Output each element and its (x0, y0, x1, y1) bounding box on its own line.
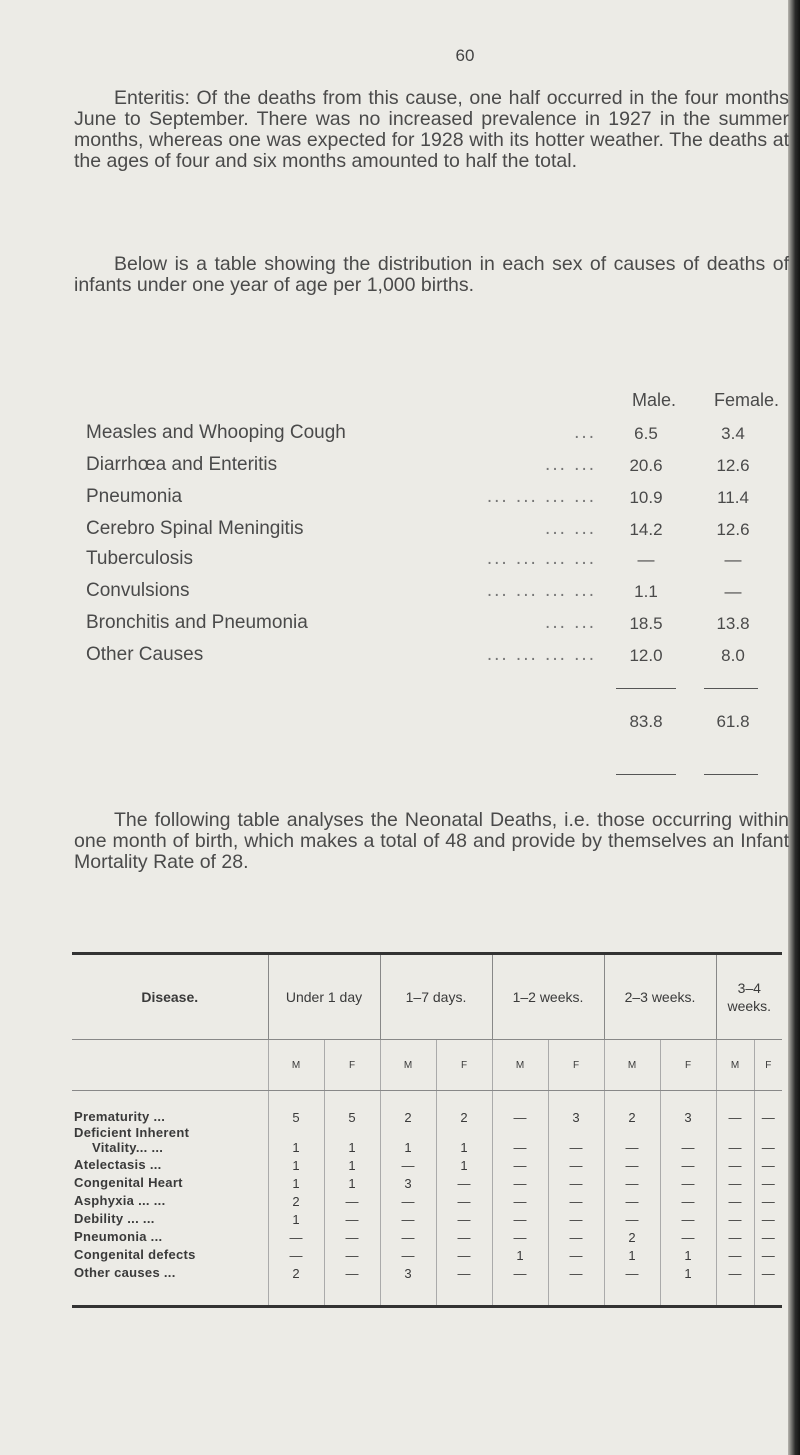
table-cell: — (604, 1155, 660, 1173)
sex-header-f: F (324, 1040, 380, 1091)
table-cell: — (492, 1227, 548, 1245)
header-male: Male. (632, 390, 677, 410)
neonatal-table (72, 952, 782, 1308)
rate-male: 14.2 (629, 520, 663, 539)
rate-cause: Cerebro Spinal Meningitis (86, 518, 304, 539)
table-cell: — (380, 1191, 436, 1209)
table-cell: — (716, 1125, 754, 1155)
table-cell: — (660, 1125, 716, 1155)
rate-cause: Other Causes (86, 644, 204, 665)
group-header: Under 1 day (268, 954, 380, 1040)
table-cell: — (660, 1209, 716, 1227)
table-cell: — (754, 1263, 782, 1307)
table-cell: — (436, 1227, 492, 1245)
rate-cause: Tuberculosis (86, 548, 194, 569)
table-cell: — (436, 1209, 492, 1227)
group-header: 1–2 weeks. (492, 954, 604, 1040)
table-cell: — (604, 1191, 660, 1209)
table-cell: — (492, 1209, 548, 1227)
leader-dots: ... ... (545, 518, 596, 539)
table-cell: — (716, 1227, 754, 1245)
table-cell: — (380, 1155, 436, 1173)
disease-label (72, 1091, 268, 1126)
table-cell: 2 (268, 1263, 324, 1307)
leader-dots: ... (574, 422, 596, 443)
table-cell: — (436, 1245, 492, 1263)
sex-header-m: M (604, 1040, 660, 1091)
total-rule-female (704, 774, 758, 775)
table-cell: 3 (660, 1091, 716, 1126)
table-row (72, 1091, 782, 1126)
header-female: Female. (714, 390, 780, 410)
rate-male: 12.0 (629, 646, 663, 665)
table-cell: — (380, 1209, 436, 1227)
table-row (72, 1263, 782, 1307)
leader-dots: ... ... ... ... (486, 644, 596, 665)
table-cell: — (492, 1091, 548, 1126)
table-cell: — (716, 1245, 754, 1263)
table-cell: 1 (324, 1173, 380, 1191)
rate-female: 3.4 (721, 424, 745, 443)
rate-row (86, 486, 786, 516)
disease-name: Pneumonia ... (74, 1228, 163, 1244)
leader-dots: ... ... ... ... (486, 580, 596, 601)
rate-female: 13.8 (716, 614, 750, 633)
table-cell: 3 (380, 1173, 436, 1191)
table-cell: 1 (380, 1125, 436, 1155)
table-cell: — (660, 1191, 716, 1209)
table-cell: — (716, 1263, 754, 1307)
sum-rule-male (616, 688, 676, 689)
disease-name: Congenital Heart (74, 1174, 183, 1190)
paragraph-neonatal: The following table analyses the Neonatal Deaths, i.e. those occurring within one month of birth, which makes a total of 48 and provide by themselves an Infant Mortality Rate of 28. (74, 809, 789, 873)
disease-name: Debility ... ... (74, 1210, 155, 1226)
table-cell: — (548, 1245, 604, 1263)
table-cell: — (604, 1125, 660, 1155)
table-cell: 1 (660, 1263, 716, 1307)
table-row (72, 1155, 782, 1173)
sex-header-m: M (716, 1040, 754, 1091)
disease-label (72, 1125, 268, 1155)
paragraph-enteritis: Enteritis: Of the deaths from this cause, one half occurred in the four months June to September. There was no increased prevalence in 1927 in the summer months, whereas one was expected for 1928 with its hotter weather. The deaths at the ages of four and six months amounted to half the total. (74, 87, 789, 172)
disease-label (72, 1245, 268, 1263)
table-cell: — (660, 1173, 716, 1191)
rate-female: 12.6 (716, 456, 750, 475)
table-cell: — (324, 1263, 380, 1307)
group-header: 3–4 weeks. (716, 954, 782, 1040)
table-cell: 2 (604, 1227, 660, 1245)
table-cell: — (436, 1173, 492, 1191)
leader-dots: ... ... ... ... (486, 486, 596, 507)
table-cell: — (548, 1191, 604, 1209)
sex-header-m: M (380, 1040, 436, 1091)
table-cell: 1 (436, 1125, 492, 1155)
disease-label (72, 1155, 268, 1173)
total-male: 83.8 (629, 712, 663, 731)
table-cell: 3 (548, 1091, 604, 1126)
table-cell: — (548, 1173, 604, 1191)
table-row (72, 1209, 782, 1227)
rate-row (86, 548, 786, 578)
rate-cause: Convulsions (86, 580, 190, 601)
rate-male: 10.9 (629, 488, 663, 507)
table-cell: — (754, 1091, 782, 1126)
rate-male: 6.5 (634, 424, 658, 443)
sex-header-f: F (436, 1040, 492, 1091)
table-cell: 1 (660, 1245, 716, 1263)
table-cell: — (492, 1155, 548, 1173)
rate-female: 8.0 (721, 646, 745, 665)
table-cell: 2 (268, 1191, 324, 1209)
leader-dots: ... ... (545, 454, 596, 475)
table-cell: 5 (324, 1091, 380, 1126)
rate-row (86, 518, 786, 548)
rate-female: — (724, 582, 742, 601)
table-cell: — (268, 1245, 324, 1263)
table-cell: — (380, 1245, 436, 1263)
table-cell: — (324, 1245, 380, 1263)
sum-rule-female (704, 688, 758, 689)
table-cell: 1 (324, 1155, 380, 1173)
table-cell: — (492, 1263, 548, 1307)
table-cell: — (716, 1155, 754, 1173)
rate-male: — (637, 550, 655, 569)
table-cell: 1 (268, 1155, 324, 1173)
table-cell: — (716, 1173, 754, 1191)
disease-label (72, 1263, 268, 1307)
table-cell: — (754, 1155, 782, 1173)
table-cell: 2 (436, 1091, 492, 1126)
disease-label (72, 1227, 268, 1245)
table-cell: — (268, 1227, 324, 1245)
page-number: 60 (455, 46, 475, 65)
table-cell: — (754, 1209, 782, 1227)
table-cell: — (548, 1125, 604, 1155)
sex-header-blank (72, 1040, 268, 1091)
table-cell: 1 (324, 1125, 380, 1155)
table-cell: — (754, 1125, 782, 1155)
table-cell: — (716, 1191, 754, 1209)
paragraph-intro: Below is a table showing the distribution in each sex of causes of deaths of infants under one year of age per 1,000 births. (74, 253, 789, 296)
table-cell: — (548, 1263, 604, 1307)
table-cell: — (492, 1191, 548, 1209)
table-cell: — (548, 1227, 604, 1245)
table-row (72, 1227, 782, 1245)
sex-header-f: F (548, 1040, 604, 1091)
table-cell: — (660, 1155, 716, 1173)
disease-header: Disease. (141, 989, 199, 1005)
rate-row (86, 612, 786, 642)
rate-cause: Pneumonia (86, 486, 183, 507)
table-cell: — (754, 1245, 782, 1263)
table-cell: — (492, 1125, 548, 1155)
sex-header-f: F (754, 1040, 782, 1091)
rate-cause: Bronchitis and Pneumonia (86, 612, 308, 633)
table-cell: 1 (492, 1245, 548, 1263)
rate-row (86, 644, 786, 674)
table-row (72, 1173, 782, 1191)
group-header: 1–7 days. (380, 954, 492, 1040)
rate-row (86, 454, 786, 484)
rate-female: 11.4 (717, 488, 749, 507)
rate-male: 18.5 (629, 614, 663, 633)
table-cell: — (754, 1191, 782, 1209)
total-rule-male (616, 774, 676, 775)
disease-label (72, 1191, 268, 1209)
sex-header-f: F (660, 1040, 716, 1091)
table-cell: 5 (268, 1091, 324, 1126)
table-cell: — (660, 1227, 716, 1245)
table-cell: — (754, 1173, 782, 1191)
rate-row (86, 422, 786, 452)
table-cell: — (324, 1227, 380, 1245)
table-cell: — (754, 1227, 782, 1245)
total-row (86, 710, 786, 740)
table-cell: 1 (604, 1245, 660, 1263)
table-cell: 2 (604, 1091, 660, 1126)
page-edge-shadow (788, 0, 800, 1455)
rate-cause: Diarrhœa and Enteritis (86, 454, 278, 475)
disease-name: Prematurity ... (74, 1108, 166, 1124)
rate-female: 12.6 (716, 520, 750, 539)
table-row (72, 1191, 782, 1209)
disease-name-continued: Vitality... ... (92, 1140, 164, 1155)
disease-name: Atelectasis ... (74, 1156, 162, 1172)
table-cell: — (436, 1263, 492, 1307)
table-cell: 1 (436, 1155, 492, 1173)
table-cell: — (604, 1209, 660, 1227)
total-female: 61.8 (716, 712, 750, 731)
table-cell: 3 (380, 1263, 436, 1307)
table-cell: 1 (268, 1173, 324, 1191)
table-cell: — (604, 1173, 660, 1191)
table-cell: — (436, 1191, 492, 1209)
table-cell: 1 (268, 1125, 324, 1155)
disease-name: Deficient Inherent (74, 1125, 190, 1140)
disease-name: Congenital defects (74, 1246, 196, 1262)
rate-cause: Measles and Whooping Cough (86, 422, 346, 443)
rate-male: 1.1 (634, 582, 658, 601)
disease-name: Asphyxia ... ... (74, 1192, 166, 1208)
sex-header-m: M (492, 1040, 548, 1091)
table-cell: — (492, 1173, 548, 1191)
rate-female: — (724, 550, 742, 569)
disease-name: Other causes ... (74, 1264, 176, 1280)
table-cell: 2 (380, 1091, 436, 1126)
table-cell: — (716, 1209, 754, 1227)
disease-label (72, 1209, 268, 1227)
table-cell: — (324, 1191, 380, 1209)
table-cell: — (548, 1209, 604, 1227)
disease-label (72, 1173, 268, 1191)
table-cell: — (604, 1263, 660, 1307)
leader-dots: ... ... ... ... (486, 548, 596, 569)
table-cell: — (548, 1155, 604, 1173)
rate-male: 20.6 (629, 456, 663, 475)
table-cell: 1 (268, 1209, 324, 1227)
table-cell: — (716, 1091, 754, 1126)
table-row (72, 1245, 782, 1263)
table-cell: — (324, 1209, 380, 1227)
table-row (72, 1125, 782, 1155)
sex-header-m: M (268, 1040, 324, 1091)
table-cell: — (380, 1227, 436, 1245)
group-header: 2–3 weeks. (604, 954, 716, 1040)
leader-dots: ... ... (545, 612, 596, 633)
rate-row (86, 580, 786, 610)
